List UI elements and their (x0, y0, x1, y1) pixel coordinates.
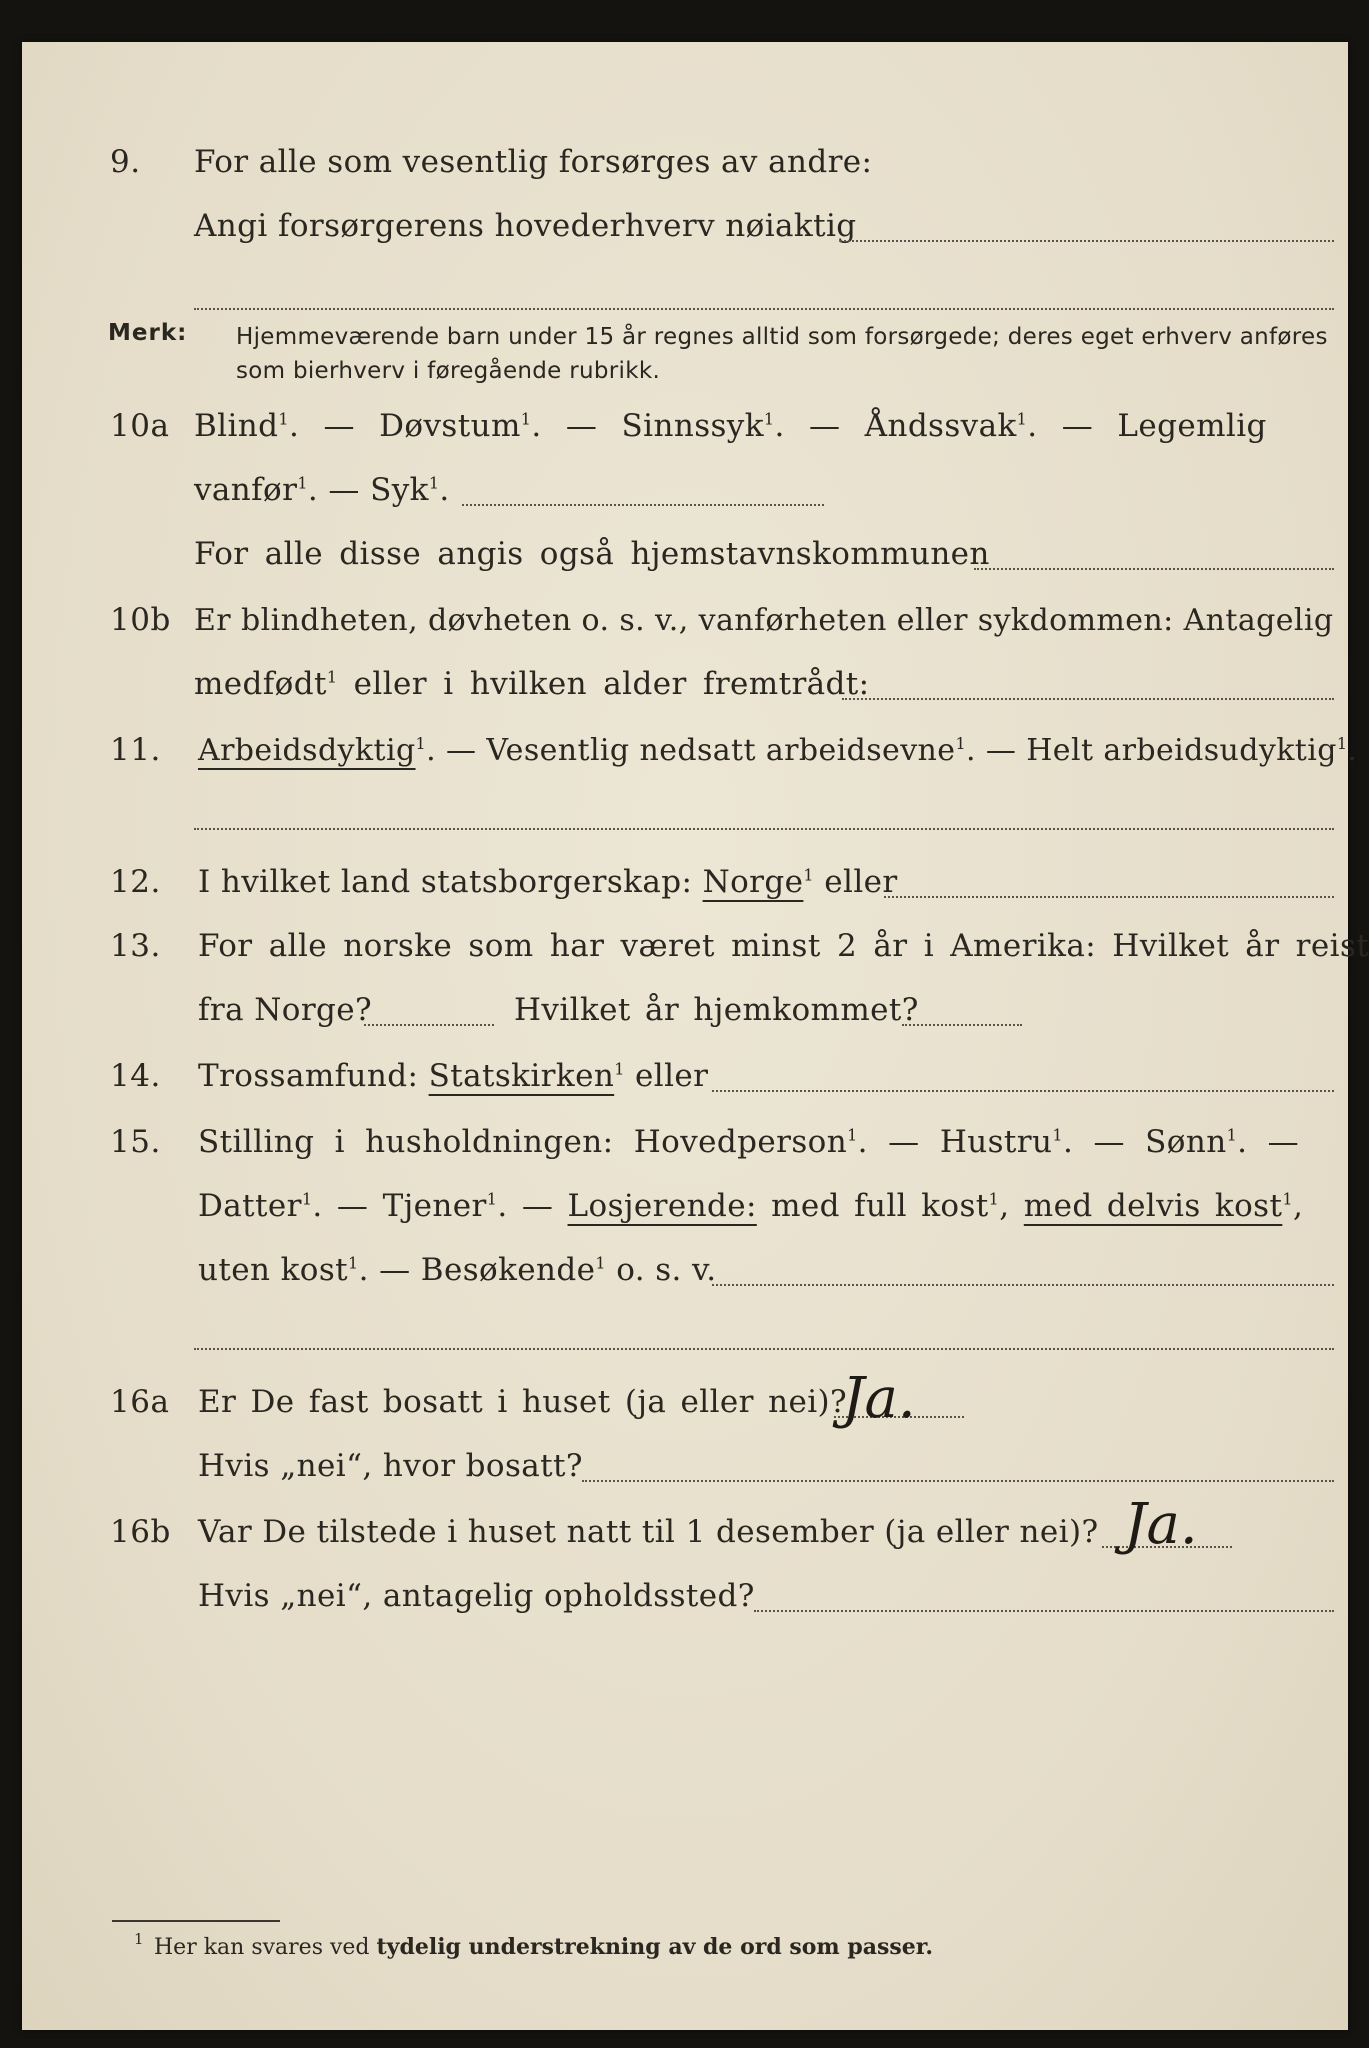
merk-label: Merk: (108, 320, 188, 346)
q16a-question-2: Hvis „nei“, hvor bosatt? (198, 1448, 583, 1484)
q11-number: 11. (110, 732, 161, 768)
q16b-number: 16b (110, 1514, 171, 1550)
q16a-number: 16a (110, 1384, 170, 1420)
q9-line2 (22, 204, 1348, 254)
q15-extra-line[interactable] (194, 1348, 1334, 1350)
q12-answer-field[interactable] (884, 896, 1334, 898)
q10a-number: 10a (110, 408, 170, 444)
q10a-disabilities-2: vanfør$^1$. — Syk$^1$. (194, 472, 450, 508)
q15-selected-losjerende[interactable]: Losjerende: (567, 1188, 757, 1224)
q10a-hometown-field[interactable] (974, 568, 1334, 570)
q16a-question: Er De fast bosatt i huset (ja eller nei)? (198, 1384, 848, 1420)
q10b-line2 (22, 662, 1348, 712)
q15-selected-delvis-kost[interactable]: med delvis kost (1023, 1188, 1283, 1224)
q15-number: 15. (110, 1124, 161, 1160)
q13-reist-label: fra Norge? (198, 992, 373, 1028)
q9-extra-line[interactable] (194, 308, 1334, 310)
q12-selected-norge[interactable]: Norge (702, 864, 804, 900)
q10b-answer-field[interactable] (842, 698, 1334, 700)
q15-line2 (22, 1184, 1348, 1234)
q16b-opholdssted-field[interactable] (754, 1610, 1334, 1612)
q9-question: For alle som vesentlig forsørges av andre: (194, 144, 873, 180)
q11-extra-line[interactable] (194, 828, 1334, 830)
q13-line2 (22, 988, 1348, 1038)
q16b-question-2: Hvis „nei“, antagelig opholdssted? (198, 1578, 755, 1614)
merk-text: Hjemmeværende barn under 15 år regnes alltid som forsørgede; deres eget erhverv anføres som bierhverv i føregående rubrikk. (236, 324, 1328, 384)
q11-selected-arbeidsdyktig[interactable]: Arbeidsdyktig (198, 733, 416, 768)
q9-answer-field[interactable] (840, 240, 1334, 242)
q9-line1 (22, 140, 1348, 190)
q11-options: Arbeidsdyktig$^1$. — Vesentlig nedsatt arbeidsevne$^1$. — Helt arbeidsudyktig$^1$. (198, 733, 1358, 768)
q16a-bosatt-field[interactable] (582, 1480, 1334, 1482)
q16b-question: Var De tilstede i huset natt til 1 desember (ja eller nei)? (198, 1514, 1099, 1550)
footnote-mark: 1 (134, 1930, 144, 1948)
census-form-page (22, 42, 1369, 2030)
q13-hjemkommet-field[interactable] (902, 1024, 1022, 1026)
q10a-answer-field[interactable] (462, 504, 824, 506)
q15-options-1: Stilling i husholdningen: Hovedperson$^1$. — Hustru$^1$. — Sønn$^1$. — (198, 1124, 1300, 1160)
q14-answer-field[interactable] (712, 1090, 1334, 1092)
footnote: 1 Her kan svares ved tydelig understrekning av de ord som passer. (134, 1930, 934, 1960)
q13-question: For alle norske som har været minst 2 år i Amerika: Hvilket år reist (198, 928, 1369, 964)
q15-options-2: Datter$^1$. — Tjener$^1$. — Losjerende: med full kost$^1$, med delvis kost$^1$, (198, 1188, 1304, 1224)
q14-line (22, 1054, 1348, 1104)
q10a-hometown-question: For alle disse angis også hjemstavnskommunen (194, 536, 990, 572)
q10a-line3 (22, 532, 1348, 582)
q10b-question-2: medfødt$^1$ eller i hvilken alder fremtrådt: (194, 666, 870, 702)
q11-line (22, 728, 1358, 778)
q13-reist-field[interactable] (364, 1024, 494, 1026)
q10a-line2 (22, 468, 1348, 518)
q16a-line1 (22, 1380, 1348, 1430)
q12-line (22, 860, 1348, 910)
q10a-line1 (22, 404, 1348, 454)
q12-number: 12. (110, 864, 161, 900)
q10b-number: 10b (110, 602, 171, 638)
q13-hjemkommet-label: Hvilket år hjemkommet? (514, 992, 919, 1028)
q10b-line1 (22, 598, 1348, 648)
q10b-question: Er blindheten, døvheten o. s. v., vanførheten eller sykdommen: Antagelig (194, 603, 1334, 638)
q9-number: 9. (110, 144, 141, 180)
q13-line1 (22, 924, 1369, 974)
q13-number: 13. (110, 928, 161, 964)
q14-selected-statskirken[interactable]: Statskirken (428, 1058, 615, 1094)
q14-question: Trossamfund: Statskirken$^1$ eller (198, 1058, 709, 1094)
q15-line1 (22, 1120, 1348, 1170)
q15-options-3: uten kost$^1$. — Besøkende$^1$ o. s. v. (198, 1252, 717, 1288)
q16b-line2 (22, 1574, 1348, 1624)
q16a-handwritten-answer: Ja. (842, 1366, 916, 1431)
q12-question: I hvilket land statsborgerskap: Norge$^1$ eller (198, 864, 898, 900)
q15-answer-field[interactable] (712, 1284, 1334, 1286)
footnote-rule (112, 1920, 280, 1922)
q14-number: 14. (110, 1058, 161, 1094)
q16b-handwritten-answer: Ja. (1124, 1492, 1198, 1557)
q10a-disabilities: Blind$^1$. — Døvstum$^1$. — Sinnssyk$^1$. — Åndssvak$^1$. — Legemlig (194, 408, 1267, 444)
q9-question-2: Angi forsørgerens hovederhverv nøiaktig (194, 208, 857, 244)
q15-line3 (22, 1248, 1348, 1298)
q16a-line2 (22, 1444, 1348, 1494)
